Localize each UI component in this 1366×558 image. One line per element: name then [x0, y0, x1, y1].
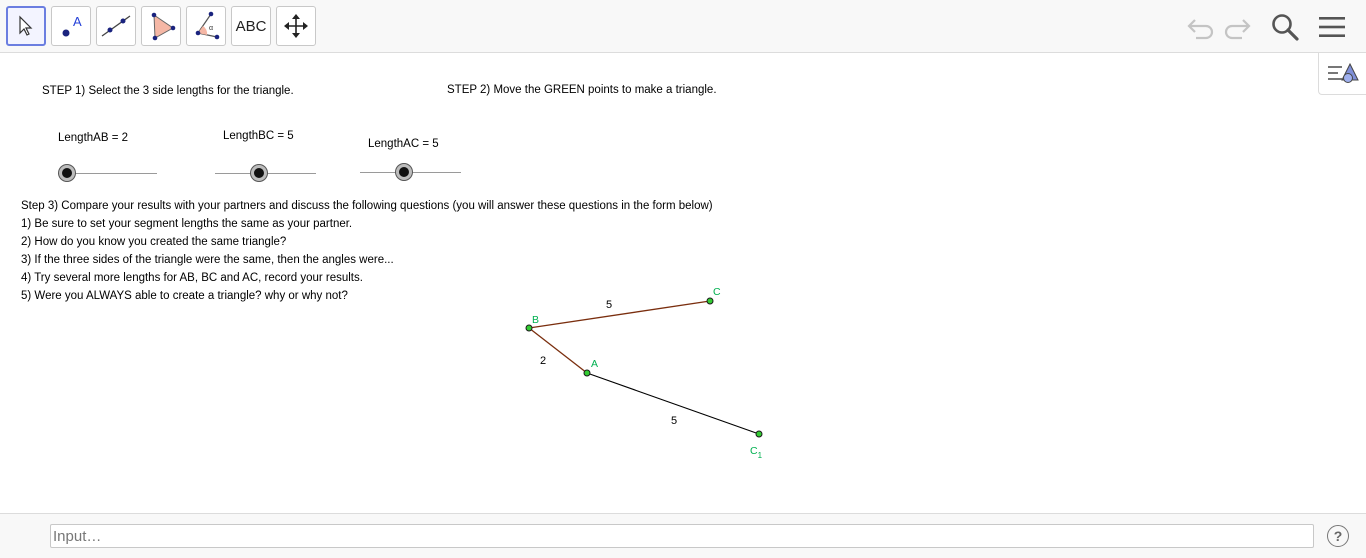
point-tool-button[interactable]	[51, 6, 91, 46]
menu-icon	[1318, 15, 1346, 39]
redo-icon	[1222, 14, 1252, 40]
algebra-input-field[interactable]	[50, 524, 1314, 548]
text-icon: ABC	[235, 17, 267, 35]
undo-button[interactable]	[1184, 10, 1218, 44]
angle-icon	[189, 9, 223, 43]
point-a[interactable]	[584, 370, 590, 376]
question-4: 4) Try several more lengths for AB, BC and AC, record your results.	[21, 272, 363, 284]
line-through-points-icon	[99, 9, 133, 43]
slider-label-length-ab: LengthAB = 2	[58, 132, 129, 144]
segment-ba-label: 2	[540, 355, 547, 367]
point-c1-label: $C_1$	[750, 445, 763, 460]
angle-tool-button[interactable]	[186, 6, 226, 46]
step1-text: STEP 1) Select the 3 side lengths for the triangle.	[42, 85, 294, 97]
question-1: 1) Be sure to set your segment lengths the same as your partner.	[21, 218, 353, 230]
svg-text:A: A	[73, 14, 82, 29]
search-icon	[1270, 12, 1300, 42]
step2-text: STEP 2) Move the GREEN points to make a triangle.	[447, 84, 717, 96]
slider-label-length-bc: LengthBC = 5	[223, 130, 294, 142]
step3-text: Step 3) Compare your results with your partners and discuss the following questions (you will answer these questions in the form below)	[21, 200, 713, 212]
search-button[interactable]	[1268, 10, 1302, 44]
segment-ba[interactable]	[529, 328, 587, 373]
point-c[interactable]	[707, 298, 713, 304]
move-tool-button[interactable]	[6, 6, 46, 46]
move-arrows-icon	[283, 13, 309, 39]
help-icon: ?	[1333, 528, 1343, 544]
slider-label-length-ac: LengthAC = 5	[368, 138, 439, 150]
point-a-label: A	[591, 358, 599, 370]
graphics-view[interactable]	[0, 53, 1366, 513]
point-b-label: B	[532, 314, 540, 326]
point-c1[interactable]	[756, 431, 762, 437]
redo-button[interactable]	[1220, 10, 1254, 44]
cursor-arrow-icon	[16, 15, 36, 37]
question-3: 3) If the three sides of the triangle were the same, then the angles were...	[21, 254, 394, 266]
line-tool-button[interactable]	[96, 6, 136, 46]
help-button[interactable]	[1327, 525, 1349, 547]
question-2: 2) How do you know you created the same triangle?	[21, 236, 287, 248]
text-tool-button[interactable]	[231, 6, 271, 46]
segment-bc-label: 5	[606, 299, 613, 311]
geometry-canvas	[0, 53, 1366, 513]
polygon-tool-button[interactable]	[141, 6, 181, 46]
input-bar	[0, 513, 1366, 558]
toolbar	[0, 0, 1366, 53]
move-graphics-view-tool-button[interactable]	[276, 6, 316, 46]
menu-button[interactable]	[1315, 10, 1349, 44]
polygon-icon	[144, 9, 178, 43]
segment-bc[interactable]	[529, 301, 710, 328]
segment-ac1-label: 5	[671, 415, 678, 427]
question-5: 5) Were you ALWAYS able to create a triangle? why or why not?	[21, 290, 348, 302]
point-c-label: C	[713, 286, 721, 298]
svg-text:α: α	[209, 25, 214, 32]
undo-icon	[1186, 14, 1216, 40]
point-icon	[54, 9, 88, 43]
